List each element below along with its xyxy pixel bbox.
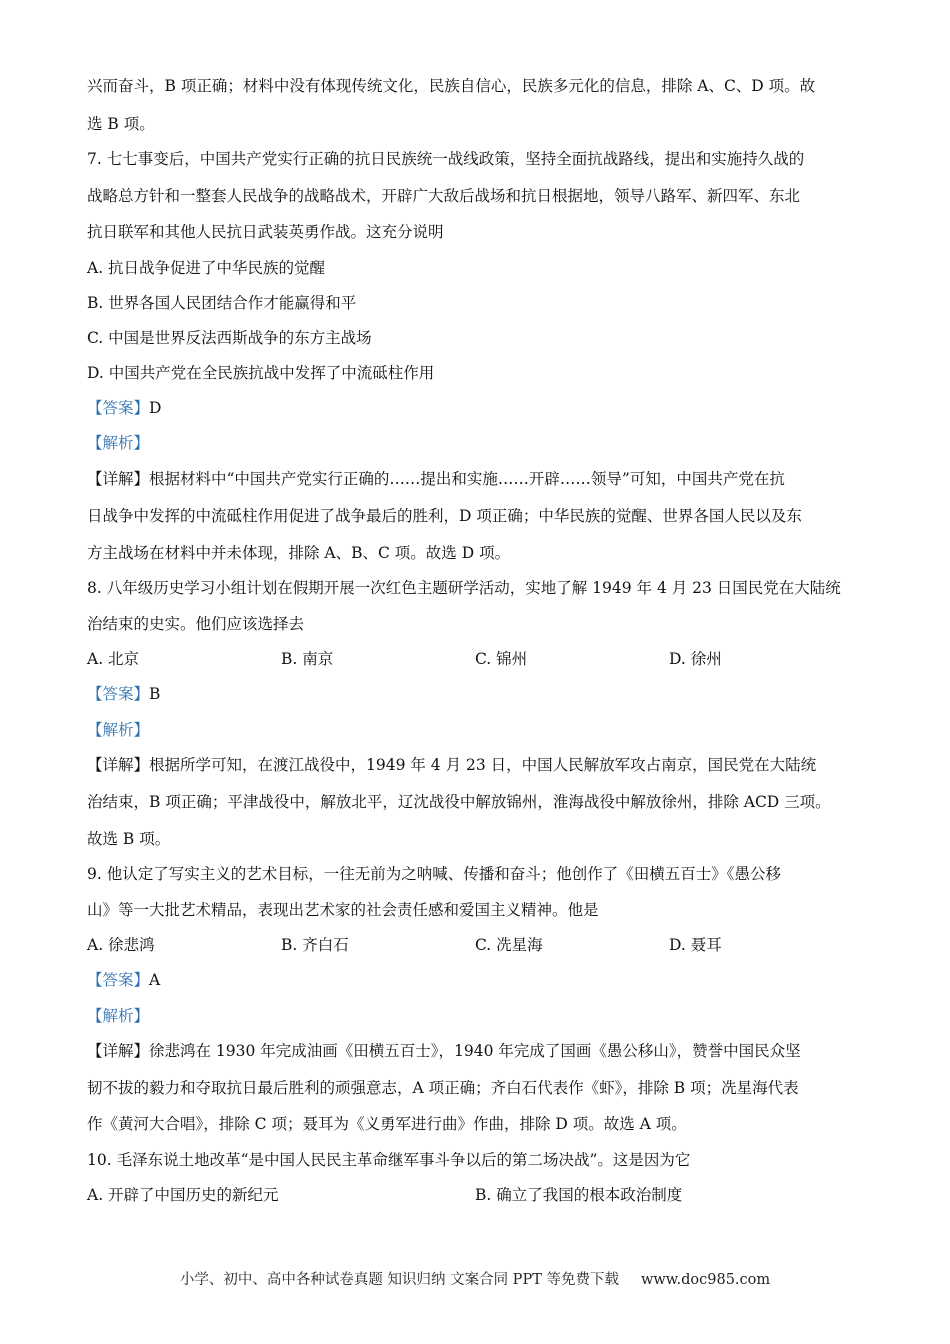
question-8-detail: 故选 B 项。 [87,830,171,848]
text-line: 选 B 项。 [87,115,155,133]
question-8-answer [87,684,877,704]
question-9-option-c: C. 冼星海 [475,936,543,954]
answer-value: A [149,971,161,989]
question-10-option-a: A. 开辟了中国历史的新纪元 [87,1186,279,1204]
question-8-stem: 治结束的史实。他们应该选择去 [87,615,305,633]
question-9-option-d: D. 聂耳 [669,936,722,954]
question-8-detail: 治结束，B 项正确；平津战役中，解放北平，辽沈战役中解放锦州，淮海战役中解放徐州，排除 ACD 三项。 [87,793,831,811]
question-8-analysis-label [87,720,877,740]
analysis-label: 【解析】 [87,721,150,739]
analysis-label: 【解析】 [87,1007,150,1025]
footer-url-link[interactable]: www.doc985.com [640,1272,771,1288]
question-7-option-c: C. 中国是世界反法西斯战争的东方主战场 [87,329,372,347]
question-9-answer [87,970,877,990]
question-8-option-c: C. 锦州 [475,650,528,668]
question-7-detail: 【详解】根据材料中“中国共产党实行正确的……提出和实施……开辟……领导”可知，中国共产党在抗 [87,470,785,488]
question-9-detail: 作《黄河大合唱》，排除 C 项；聂耳为《义勇军进行曲》作曲，排除 D 项。故选 A 项。 [87,1115,687,1133]
answer-label: 【答案】 [87,685,150,703]
question-8-option-b: B. 南京 [281,650,334,668]
question-7-option-a: A. 抗日战争促进了中华民族的觉醒 [87,259,326,277]
text-line: 兴而奋斗，B 项正确；材料中没有体现传统文化，民族自信心，民族多元化的信息，排除 A、C、D 项。故 [87,77,816,95]
question-7-stem: 战略总方针和一整套人民战争的战略战术，开辟广大敌后战场和抗日根据地，领导八路军、新四军、东北 [87,187,801,205]
question-8-option-d: D. 徐州 [669,650,722,668]
question-7-option-d: D. 中国共产党在全民族抗战中发挥了中流砥柱作用 [87,364,435,382]
question-9-option-a: A. 徐悲鸿 [87,936,155,954]
question-7-analysis-label [87,433,877,453]
question-9-detail: 韧不拔的毅力和夺取抗日最后胜利的顽强意志，A 项正确；齐白石代表作《虾》，排除 B 项；冼星海代表 [87,1079,799,1097]
question-7-stem: 抗日联军和其他人民抗日武装英勇作战。这充分说明 [87,223,444,241]
question-7-detail: 方主战场在材料中并未体现，排除 A、B、C 项。故选 D 项。 [87,544,511,562]
question-10-option-b: B. 确立了我国的根本政治制度 [475,1186,683,1204]
question-7-detail: 日战争中发挥的中流砥柱作用促进了战争最后的胜利，D 项正确；中华民族的觉醒、世界各国人民以及东 [87,507,802,525]
question-8-option-a: A. 北京 [87,650,140,668]
answer-value: D [149,399,162,417]
page-footer [0,1270,950,1290]
analysis-label: 【解析】 [87,434,150,452]
question-10-stem: 10. 毛泽东说土地改革“是中国人民民主革命继军事斗争以后的第二场决战”。这是因为它 [87,1151,691,1169]
question-9-stem: 山》等一大批艺术精品，表现出艺术家的社会责任感和爱国主义精神。他是 [87,901,599,919]
question-7-option-b: B. 世界各国人民团结合作才能赢得和平 [87,294,357,312]
question-8-detail: 【详解】根据所学可知，在渡江战役中，1949 年 4 月 23 日，中国人民解放军攻占南京，国民党在大陆统 [87,756,817,774]
question-7-stem: 7. 七七事变后，中国共产党实行正确的抗日民族统一战线政策，坚持全面抗战路线，提出和实施持久战的 [87,150,805,168]
answer-label: 【答案】 [87,399,150,417]
question-7-answer [87,398,877,418]
question-9-stem: 9. 他认定了写实主义的艺术目标，一往无前为之呐喊、传播和奋斗；他创作了《田横五百士》《愚公移 [87,865,781,883]
question-9-option-b: B. 齐白石 [281,936,349,954]
footer-text: 小学、初中、高中各种试卷真题 知识归纳 文案合同 PPT 等免费下载 [179,1272,619,1288]
question-8-stem: 8. 八年级历史学习小组计划在假期开展一次红色主题研学活动，实地了解 1949 年 4 月 23 日国民党在大陆统 [87,579,841,597]
answer-value: B [149,685,161,703]
question-9-detail: 【详解】徐悲鸿在 1930 年完成油画《田横五百士》，1940 年完成了国画《愚公移山》，赞誉中国民众坚 [87,1042,801,1060]
answer-label: 【答案】 [87,971,150,989]
question-9-analysis-label [87,1006,877,1026]
